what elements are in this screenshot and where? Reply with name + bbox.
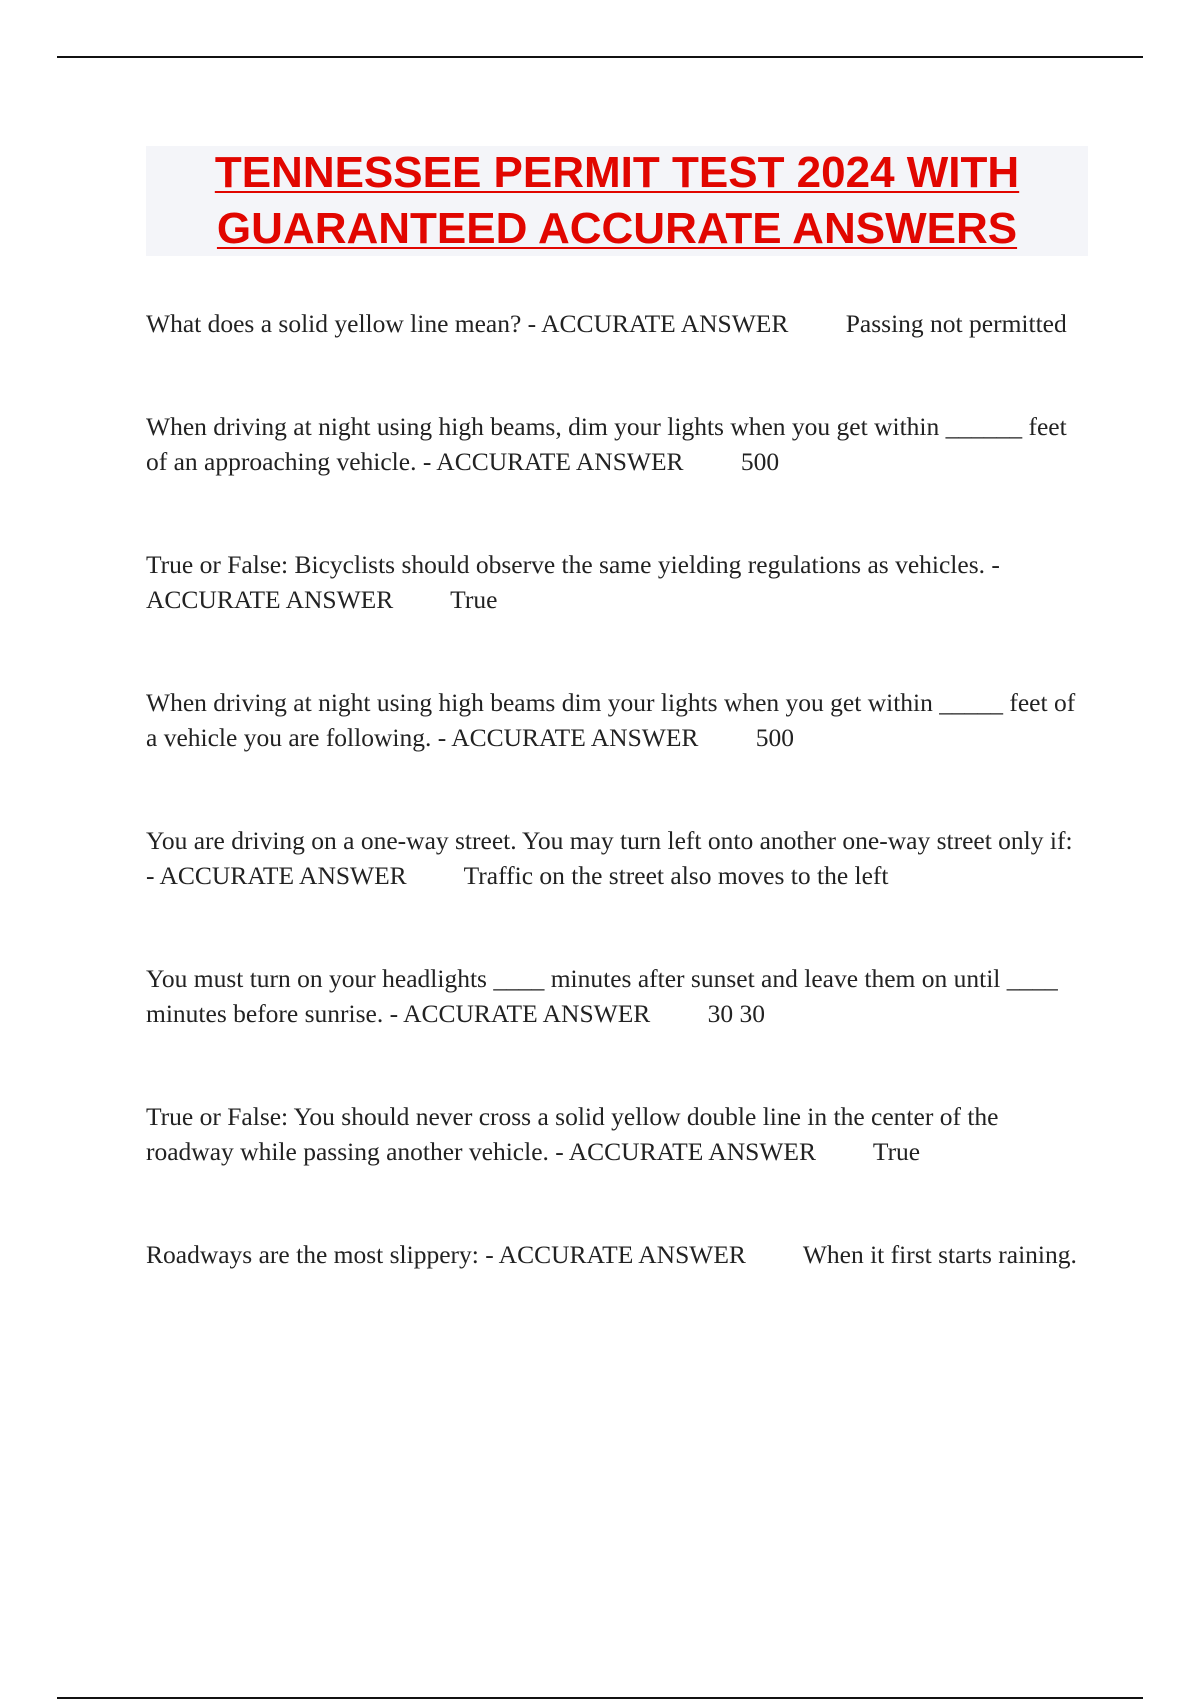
bottom-rule [57, 1697, 1143, 1699]
qa-item: You must turn on your headlights ____ minutes after sunset and leave them on until ____ minutes before sunrise. - ACCURATE ANSWER 30 30 [146, 964, 1065, 1028]
qa-item: True or False: You should never cross a solid yellow double line in the center of the roadway while passing another vehicle. - ACCURATE ANSWER True [146, 1102, 1005, 1166]
qa-item: True or False: Bicyclists should observe the same yielding regulations as vehicles. - ACCURATE ANSWER True [146, 550, 1005, 614]
qa-item: When driving at night using high beams, dim your lights when you get within ______ feet of an approaching vehicle. - ACCURATE ANSWER 500 [146, 412, 1074, 476]
qa-item: What does a solid yellow line mean? - ACCURATE ANSWER Passing not permitted [146, 309, 1067, 338]
qa-item: When driving at night using high beams dim your lights when you get within _____ feet of a vehicle you are following. - ACCURATE ANSWER 500 [146, 688, 1082, 752]
top-rule [57, 56, 1143, 58]
title-banner [146, 146, 1088, 256]
document-title: TENNESSEE PERMIT TEST 2024 WITH GUARANTEED ACCURATE ANSWERS [214, 148, 1020, 253]
qa-list [146, 306, 1086, 1340]
qa-item: You are driving on a one-way street. You may turn left onto another one-way street only if: - ACCURATE ANSWER Traffic on the street also moves to the left [146, 826, 1079, 890]
qa-item: Roadways are the most slippery: - ACCURATE ANSWER When it first starts raining. [146, 1240, 1077, 1269]
